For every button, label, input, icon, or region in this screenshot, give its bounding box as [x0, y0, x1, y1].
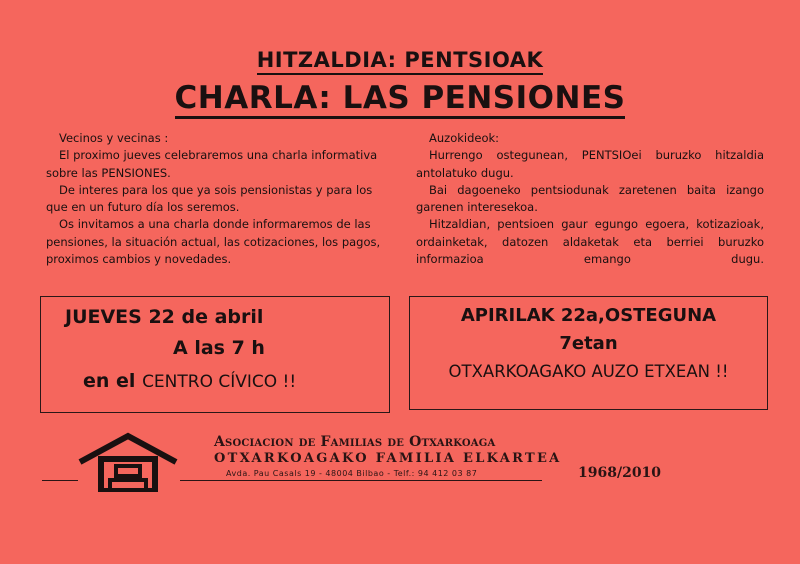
event-place-basque: OTXARKOAGAKO AUZO ETXEAN !! — [448, 362, 729, 381]
event-box-spanish — [40, 296, 390, 413]
spanish-paragraph-line: Os invitamos a una charla donde informaremos de las — [59, 217, 371, 232]
basque-paragraph-line: garenen interesekoa. — [416, 200, 538, 215]
event-time-spanish: A las 7 h — [173, 337, 265, 359]
organization-name-spanish: Asociacion de Familias de Otxarkoaga — [214, 434, 496, 450]
organization-address: Avda. Pau Casals 19 - 48004 Bilbao - Telf.: 94 412 03 87 — [226, 469, 478, 478]
spanish-paragraph-line: El proximo jueves celebraremos una charla informativa — [59, 148, 378, 163]
spanish-paragraph-line: proximos cambios y novedades. — [46, 252, 232, 267]
basque-paragraph-line: ordainketak, datozen aldaketak eta berriei buruzko — [416, 234, 764, 249]
event-place-name: CENTRO CÍVICO !! — [142, 372, 297, 392]
spanish-paragraph-line: sobre las PENSIONES. — [46, 165, 171, 180]
title-basque: HITZALDIA: PENTSIOAK — [0, 48, 800, 72]
basque-paragraph-line: antolatuko dugu. — [416, 165, 514, 180]
basque-greeting: Auzokideok: — [429, 131, 500, 145]
event-time-basque: 7etan — [559, 333, 618, 354]
basque-text-column — [416, 130, 764, 268]
event-place-prefix: en el — [83, 370, 136, 392]
spanish-paragraph-line: que en un futuro día los seremos. — [46, 200, 240, 215]
event-box-basque — [409, 296, 768, 410]
house-roof-logo-icon — [76, 432, 180, 492]
title-spanish: CHARLA: LAS PENSIONES — [0, 80, 800, 116]
basque-paragraph-line: Bai dagoeneko pentsiodunak zaretenen baita izango — [429, 182, 764, 197]
basque-paragraph-line: Hurrengo ostegunean, PENTSIOei buruzko hitzaldia — [429, 148, 764, 163]
spanish-paragraph-line: pensiones, la situación actual, las cotizaciones, los pagos, — [46, 234, 381, 249]
spanish-paragraph-line: De interes para los que ya sois pensionistas y para los — [59, 182, 373, 197]
basque-paragraph-line: informazioa emango dugu. — [416, 252, 764, 267]
spanish-greeting: Vecinos y vecinas : — [59, 131, 169, 145]
footer-rule — [180, 480, 542, 481]
organization-name-basque: OTXARKOAGAKO FAMILIA ELKARTEA — [214, 451, 562, 466]
footer-rule — [42, 480, 78, 481]
organization-years: 1968/2010 — [578, 465, 662, 481]
spanish-text-column — [46, 130, 386, 268]
event-place-spanish — [83, 370, 296, 392]
event-date-basque: APIRILAK 22a,OSTEGUNA — [460, 305, 717, 326]
event-date-spanish: JUEVES 22 de abril — [65, 306, 264, 328]
basque-paragraph-line: Hitzaldian, pentsioen gaur egungo egoera, kotizazioak, — [429, 217, 764, 232]
